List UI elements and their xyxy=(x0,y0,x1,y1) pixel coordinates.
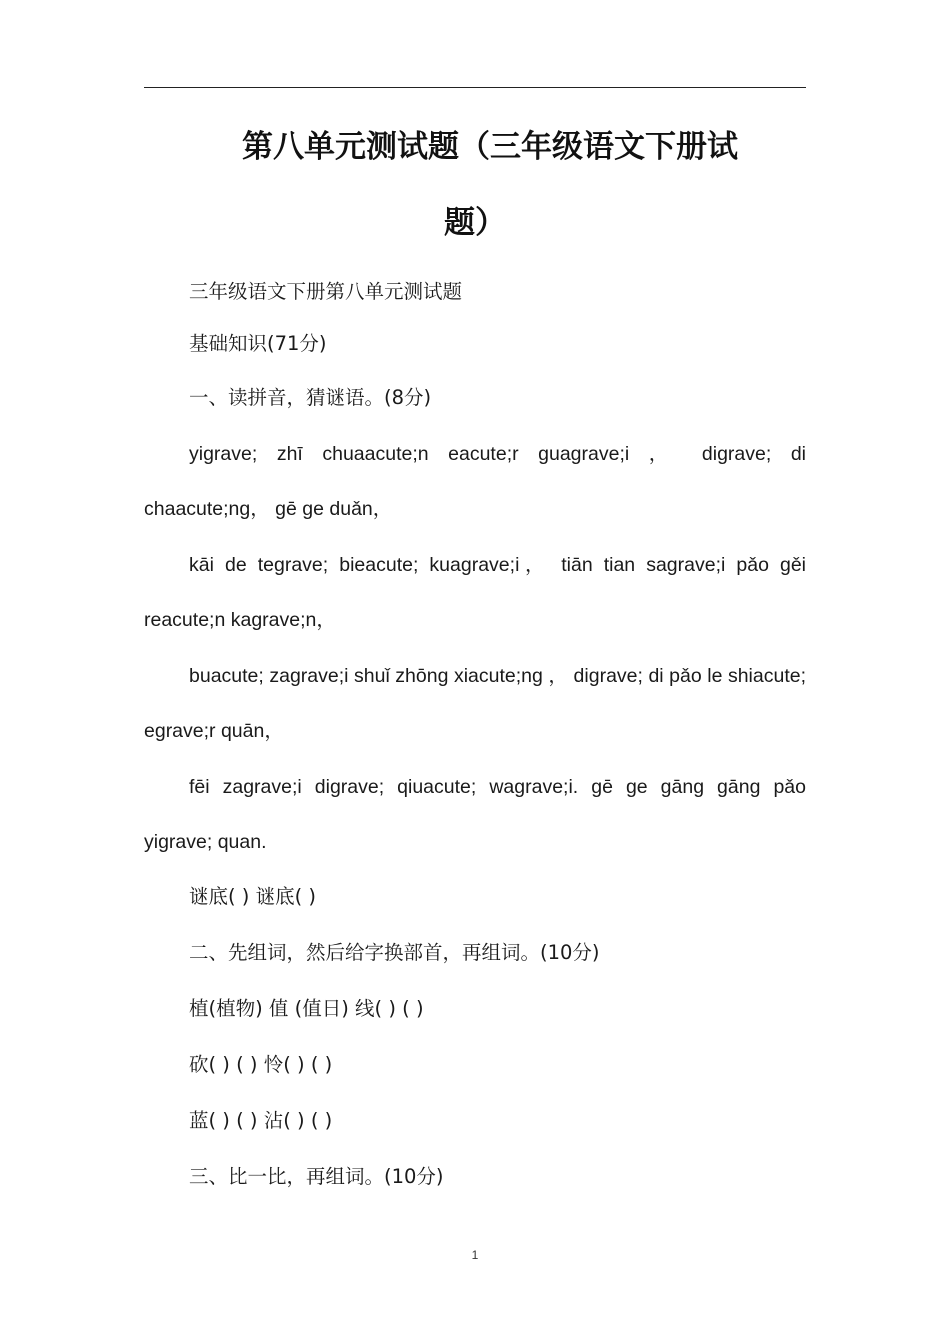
header-rule xyxy=(144,87,806,88)
question-2-row-3: 蓝( ) ( ) 沾( ) ( ) xyxy=(189,1109,333,1132)
document-title-line-1: 第八单元测试题（三年级语文下册试 xyxy=(242,129,738,165)
pinyin-riddle-3: buacute; zagrave;i shuǐ zhōng xiacute;ng ， digrave; di pǎo le shiacute; egrave;r quān， xyxy=(144,665,806,742)
riddle-answers: 谜底( ) 谜底( ) xyxy=(189,885,317,908)
question-3-heading: 三、比一比，再组词。(10分) xyxy=(189,1165,444,1188)
question-2-heading: 二、先组词，然后给字换部首，再组词。(10分) xyxy=(189,941,600,964)
section-basic-knowledge: 基础知识(71分) xyxy=(189,332,327,355)
question-2-row-2: 砍( ) ( ) 怜( ) ( ) xyxy=(189,1053,333,1076)
question-1-heading: 一、读拼音，猜谜语。(8分) xyxy=(189,386,432,409)
pinyin-riddle-4: fēi zagrave;i digrave; qiuacute; wagrave;i. gē ge gāng gāng pǎo yigrave; quan. xyxy=(144,776,806,853)
pinyin-riddle-1: yigrave; zhī chuaacute;n eacute;r guagrave;i ， digrave; di chaacute;ng， gē ge duǎn， xyxy=(144,443,806,520)
document-title-line-2: 题） xyxy=(444,205,506,241)
question-2-row-1: 植(植物) 值 (值日) 线( ) ( ) xyxy=(189,997,424,1020)
pinyin-riddle-2: kāi de tegrave; bieacute; kuagrave;i， tiān tian sagrave;i pǎo gěi reacute;n kagrave;n， xyxy=(144,554,806,631)
page-number: 1 xyxy=(471,1248,479,1262)
subtitle-paragraph: 三年级语文下册第八单元测试题 xyxy=(189,280,463,303)
